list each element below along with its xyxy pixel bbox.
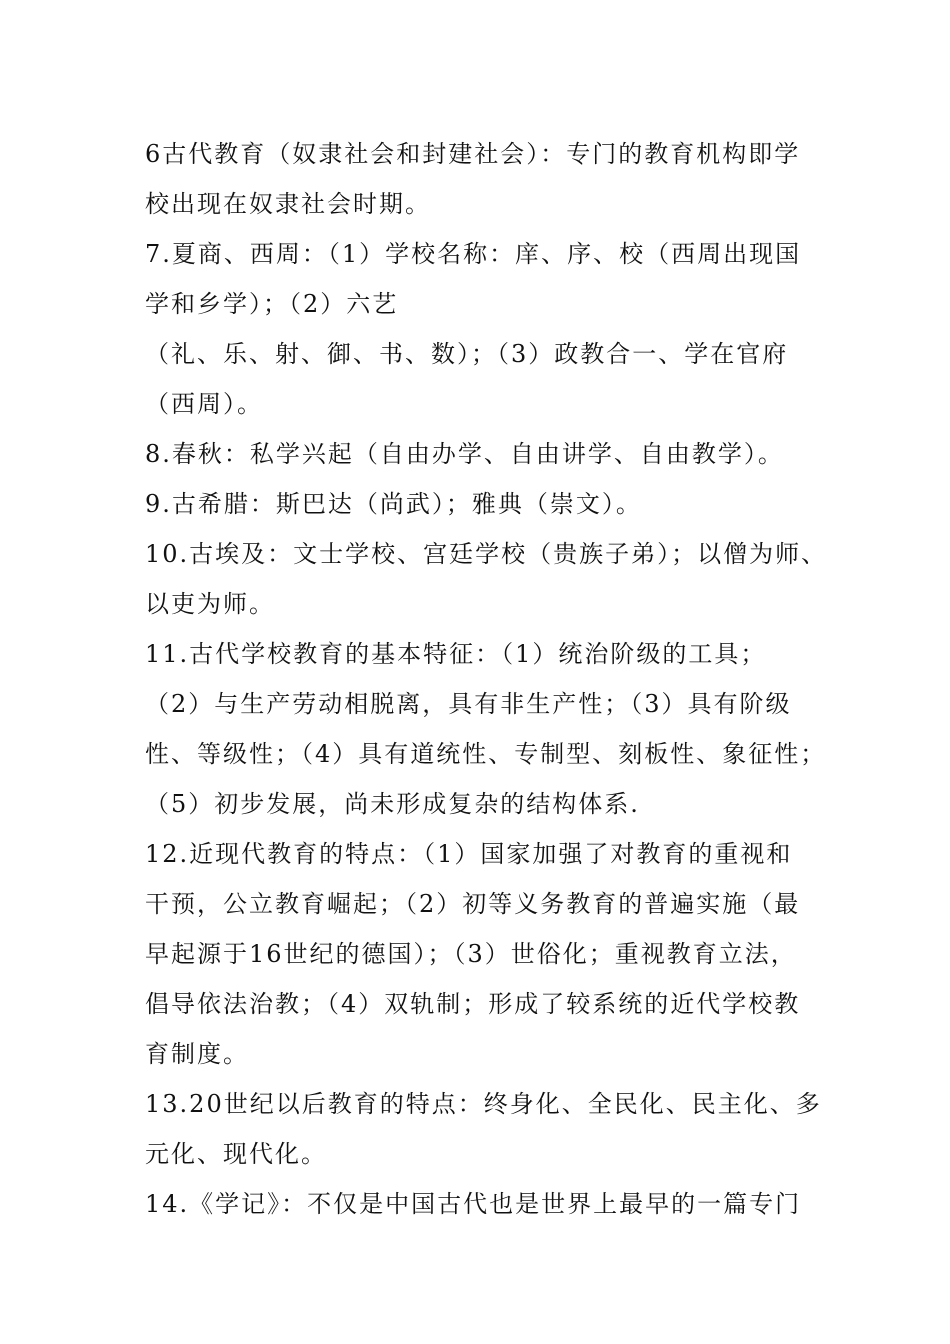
- text-line: 14.《学记》：不仅是中国古代也是世界上最早的一篇专门: [145, 1190, 802, 1218]
- text-line: 9.古希腊：斯巴达（尚武）；雅典（崇文）。: [145, 490, 642, 518]
- text-line: 校出现在奴隶社会时期。: [145, 190, 431, 218]
- text-line: 10.古埃及：文士学校、宫廷学校（贵族子弟）；以僧为师、: [145, 540, 828, 568]
- text-line: （5）初步发展，尚未形成复杂的结构体系.: [145, 790, 640, 818]
- document-body: [145, 129, 828, 1229]
- text-line: 学和乡学）；（2）六艺: [145, 290, 399, 318]
- text-line: （2）与生产劳动相脱离，具有非生产性；（3）具有阶级: [145, 690, 792, 718]
- text-line: 以吏为师。: [145, 590, 275, 618]
- text-line: 6古代教育（奴隶社会和封建社会）：专门的教育机构即学: [145, 140, 801, 168]
- text-line: 13.20世纪以后教育的特点：终身化、全民化、民主化、多: [145, 1090, 822, 1118]
- text-line: 干预，公立教育崛起；（2）初等义务教育的普遍实施（最: [145, 890, 801, 918]
- text-line: 8.春秋：私学兴起（自由办学、自由讲学、自由教学）。: [145, 440, 784, 468]
- text-line: 元化、现代化。: [145, 1140, 327, 1168]
- text-line: 倡导依法治教；（4）双轨制；形成了较系统的近代学校教: [145, 990, 801, 1018]
- text-line: （礼、乐、射、御、书、数）；（3）政教合一、学在官府: [145, 340, 789, 368]
- text-line: 11.古代学校教育的基本特征：（1）统治阶级的工具；: [145, 640, 767, 668]
- text-line: （西周）。: [145, 390, 263, 418]
- text-line: 早起源于16世纪的德国）；（3）世俗化；重视教育立法，: [145, 940, 797, 968]
- text-line: 7.夏商、西周：（1）学校名称：庠、序、校（西周出现国: [145, 240, 802, 268]
- text-line: 性、等级性；（4）具有道统性、专制型、刻板性、象征性；: [145, 740, 827, 768]
- text-line: 育制度。: [145, 1040, 249, 1068]
- text-line: 12.近现代教育的特点：（1）国家加强了对教育的重视和: [145, 840, 793, 868]
